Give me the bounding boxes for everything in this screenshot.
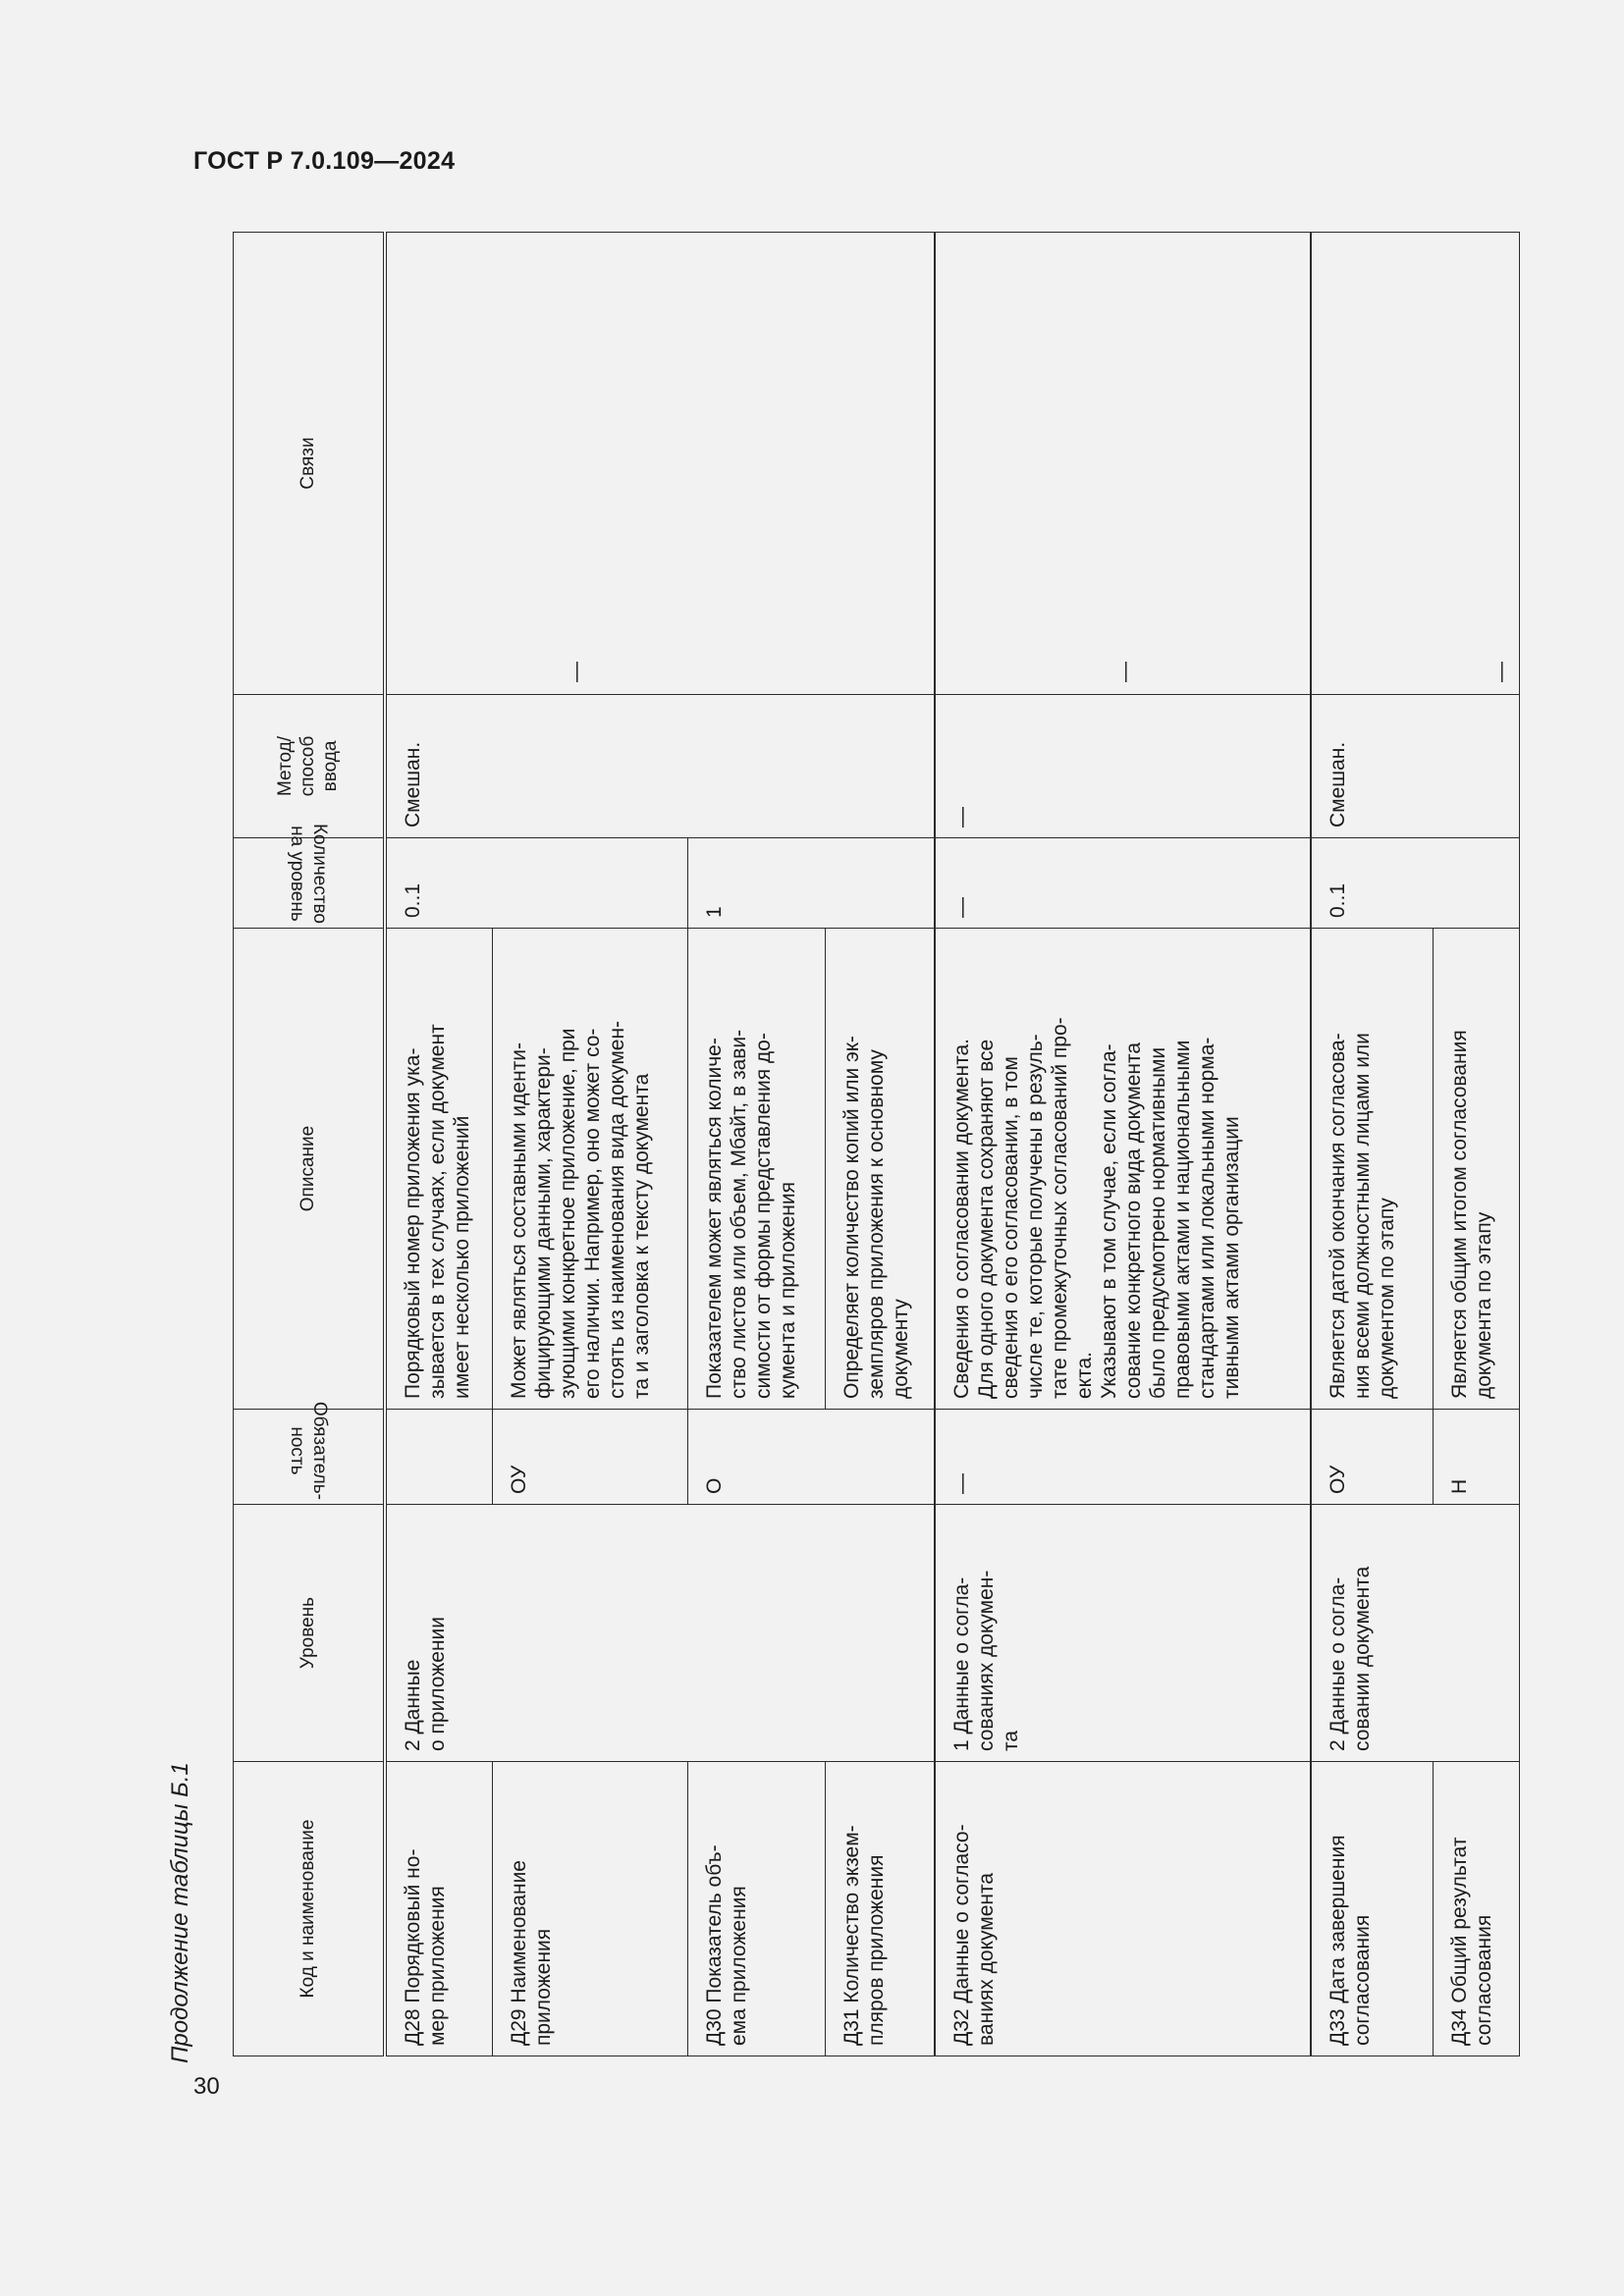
col-header-count [234, 823, 385, 929]
cell-code-d29: Д29 Наименование приложения [493, 1762, 688, 2056]
cell-code-d31: Д31 Количество экзем- пляров приложения [826, 1762, 935, 2056]
col-header-method: Метод/ способ ввода [234, 695, 385, 838]
cell-obligation-d29: ОУ [493, 1410, 688, 1505]
cell-links-d28: — [385, 233, 935, 695]
cell-description-d33: Является датой окончания согласова- ния всеми должностными лицами или документом по этапу [1311, 929, 1434, 1410]
cell-description-d32 [935, 929, 1311, 1410]
cell-obligation-d34: Н [1434, 1410, 1519, 1505]
cell-count-d28: 0..1 [385, 838, 688, 929]
cell-description-d34: Является общим итогом согласования документа по этапу [1434, 929, 1519, 1410]
cell-level-d32: 1 Данные о согла- сованиях докумен- та [935, 1505, 1311, 1762]
col-header-level: Уровень [234, 1505, 385, 1762]
cell-code-d32: Д32 Данные о согласо- ваниях документа [935, 1762, 1311, 2056]
cell-count-d33: 0..1 [1311, 838, 1520, 929]
page-number: 30 [193, 2073, 220, 2100]
cell-level-d28: 2 Данные о приложении [385, 1505, 935, 1762]
page-header: ГОСТ Р 7.0.109—2024 [193, 147, 456, 175]
cell-links-d32: — [935, 233, 1311, 695]
description-d32-part2: Указывают в том случае, если согла- сование конкретного вида документа было предусмотрено нормативными правовыми актами и национальными стандартами или локальными норма- тивными актами организации [1097, 1037, 1243, 1399]
cell-code-d30: Д30 Показатель объ- ема приложения [688, 1762, 826, 2056]
cell-links-d33: — [1311, 233, 1520, 695]
cell-count-d32: — [935, 838, 1311, 929]
cell-code-d28: Д28 Порядковый но- мер приложения [385, 1762, 493, 2056]
cell-count-d30: 1 [688, 838, 935, 929]
table-row-d32 [935, 233, 1311, 2056]
cell-method-d28: Смешан. [385, 695, 935, 838]
rotated-table-wrapper [233, 233, 1512, 2056]
obligation-header-text: Обязатель- ность [286, 1401, 330, 1500]
col-header-description: Описание [234, 929, 385, 1410]
count-header-text: Количество на уровень [286, 823, 330, 924]
table-row-d33 [1311, 233, 1434, 2056]
col-header-code: Код и наименование [234, 1762, 385, 2056]
col-header-obligation [234, 1401, 385, 1505]
header-row [234, 233, 385, 2056]
cell-obligation-d32: — [935, 1410, 1311, 1505]
cell-code-d33: Д33 Дата завершения согласования [1311, 1762, 1434, 2056]
cell-method-d32: — [935, 695, 1311, 838]
cell-description-d31: Определяет количество копий или эк- земпляров приложения к основному документу [826, 929, 935, 1410]
cell-description-d29: Может являться составными иденти- фицирующими данными, характери- зующими конкретное приложение, при его наличии. Например, оно может со- стоять из наименования вида докумен- та и заголовка к тексту документа [493, 929, 688, 1410]
cell-description-d30: Показателем может являться количе- ство листов или объем, Мбайт, в зави- симости от формы представления до- кумента и приложения [688, 929, 826, 1410]
specification-table [233, 232, 1520, 2056]
cell-method-d33: Смешан. [1311, 695, 1520, 838]
cell-obligation-d28 [385, 1410, 493, 1505]
cell-code-d34: Д34 Общий результат согласования [1434, 1762, 1519, 2056]
description-d32-part1: Сведения о согласовании документа. Для одного документа сохраняют все сведения о его согласовании, в том числе те, которые получены в резуль- тате промежуточных согласований про- екта. [949, 1017, 1096, 1399]
col-header-links: Связи [234, 233, 385, 695]
cell-obligation-d30: О [688, 1410, 935, 1505]
cell-description-d28: Порядковый номер приложения ука- зывается в тех случаях, если документ имеет несколько приложений [385, 929, 493, 1410]
table-caption: Продолжение таблицы Б.1 [167, 1762, 193, 2063]
table-row-d28 [385, 233, 493, 2056]
cell-level-d33: 2 Данные о согла- совании документа [1311, 1505, 1520, 1762]
cell-obligation-d33: ОУ [1311, 1410, 1434, 1505]
